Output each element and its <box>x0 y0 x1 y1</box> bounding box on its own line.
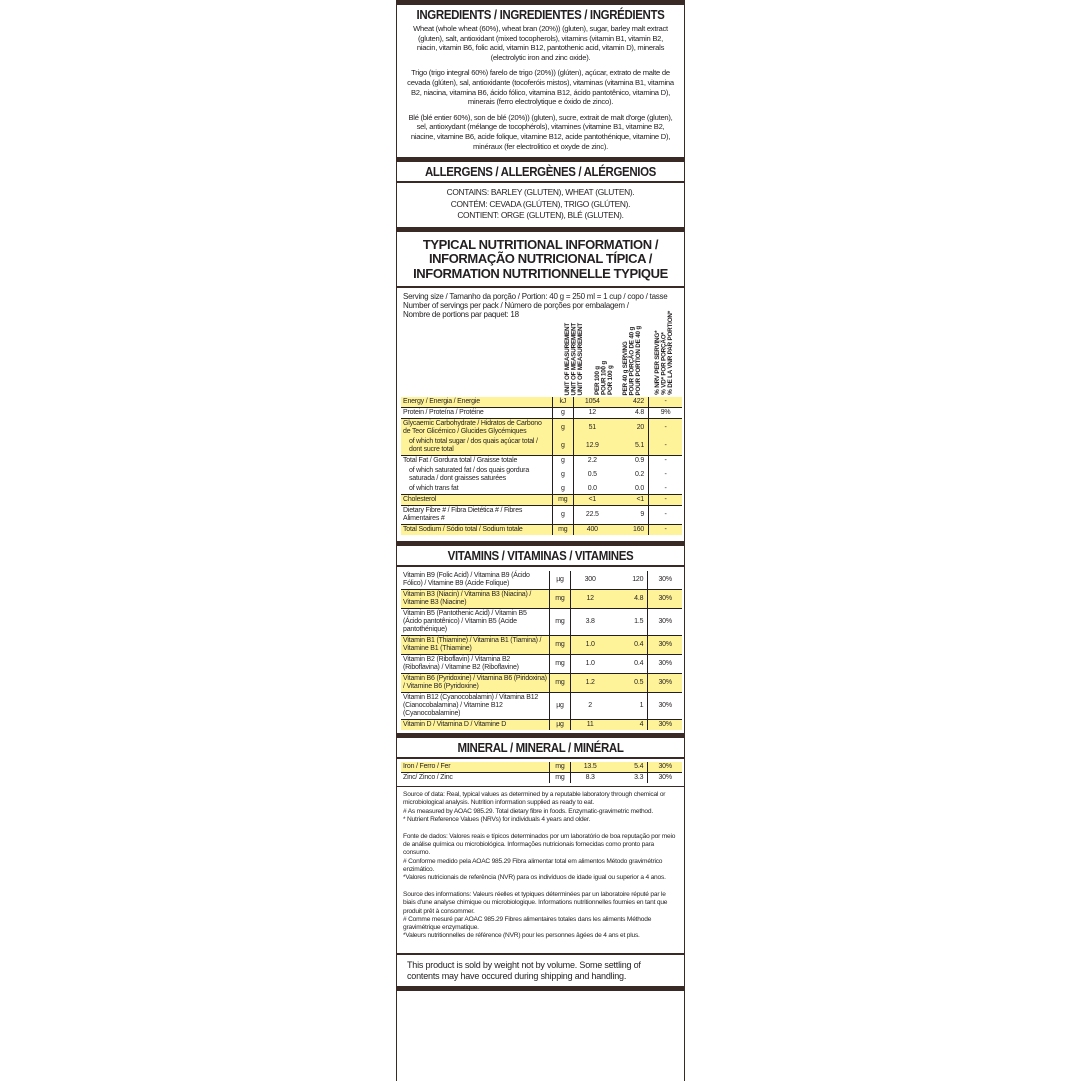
nutrient-name: Cholesterol <box>401 495 552 506</box>
nrv-cell: - <box>649 525 682 536</box>
per-100g-cell: 0.0 <box>587 485 597 493</box>
divider-bar <box>397 757 684 759</box>
table-row <box>401 397 682 408</box>
unit-cell: kJ <box>552 397 573 408</box>
nrv-cell: 30% <box>648 773 682 784</box>
per-100g-cell: 1.2 <box>571 674 610 693</box>
table-row <box>401 590 682 609</box>
table-row <box>401 762 682 773</box>
per-serving-cell: 20 <box>611 419 649 438</box>
per-serving-cell: 0.4 <box>609 636 648 655</box>
nutrient-name: Vitamin D / Vitamina D / Vitamine D <box>401 720 549 731</box>
per-100g-cell: 300 <box>584 576 596 584</box>
table-row <box>401 495 682 506</box>
table-row <box>401 773 682 784</box>
per-serving-cell: 4.8 <box>611 408 649 419</box>
ingredients-fr: Blé (blé entier 60%), son de blé (20%)) (gluten), sucre, extrait de malt d'orge (gluten), sel, antioxydant (mélange de tocophérols), vitamines (vitamine B1, vitamine B2, niacine, vitamine B6, acide folique, vitamine B12, acide pantothénique, vitamine D), minéraux (fer electrolitico et oxyde de zinc). <box>408 112 673 151</box>
per-100g-cell: 2 <box>571 693 610 720</box>
table-row <box>401 456 682 467</box>
nutrition-title-pt: INFORMAÇÃO NUTRICIONAL TÍPICA / <box>428 251 653 267</box>
unit-cell: mg <box>549 674 570 693</box>
per-serving-cell: 160 <box>611 525 649 536</box>
nutrient-name: Dietary Fibre # / Fibra Dietética # / Fibres Alimentaires # <box>401 506 552 525</box>
servings-per-pack: Number of servings per pack / Número de porções por embalagem / <box>403 301 629 311</box>
nutrient-name: Zinc/ Zinco / Zinc <box>401 773 549 784</box>
unit-cell: mg <box>552 525 573 536</box>
nrv-cell: - <box>649 466 682 484</box>
nrv-cell: 30% <box>648 636 682 655</box>
unit-cell: g <box>552 466 573 484</box>
table-row <box>401 437 682 456</box>
nutrient-name: Total Sodium / Sódio total / Sodium totale <box>401 525 552 536</box>
per-serving-cell: 1 <box>609 693 648 720</box>
per-100g-cell: 8.3 <box>571 773 610 784</box>
per-100g-cell: 1054 <box>573 397 611 408</box>
nutrient-name: of which saturated fat / dos quais gordura saturada / dont graisses saturées <box>409 467 530 483</box>
nrv-cell: 30% <box>648 609 682 636</box>
per-serving-cell: 120 <box>632 576 644 584</box>
nrv-cell: - <box>649 419 682 438</box>
per-100g-cell: 13.5 <box>571 762 610 773</box>
allergen-pt: CONTÉM: CEVADA (GLÚTEN), TRIGO (GLÚTEN). <box>450 198 631 209</box>
nutrition-title-fr: INFORMATION NUTRITIONNELLE TYPIQUE <box>413 265 668 281</box>
per-100g-cell: 0.5 <box>587 471 597 479</box>
allergens-block <box>397 183 684 227</box>
per-serving-cell: 1.5 <box>609 609 648 636</box>
unit-cell: mg <box>549 636 570 655</box>
nutrient-name: of which trans fat <box>409 485 459 493</box>
table-row <box>401 506 682 525</box>
per-serving-cell: 422 <box>611 397 649 408</box>
unit-cell: mg <box>552 495 573 506</box>
per-serving-cell: 5.1 <box>611 437 649 456</box>
per-serving-cell: 0.9 <box>611 456 649 467</box>
nrv-cell: 30% <box>648 693 682 720</box>
col-serving-header: PER 40 g SERVING POUR PORÇÃO DE 40 g POUR PORTION DE 40 g <box>622 325 642 396</box>
servings-per-pack-fr: Nombre de portions par paquet: 18 <box>403 310 519 320</box>
per-serving-cell: 9 <box>611 506 649 525</box>
per-100g-cell: 12 <box>571 590 610 609</box>
table-row <box>401 636 682 655</box>
unit-cell: g <box>552 456 573 467</box>
nutrient-name: Glycaemic Carbohydrate / Hidratos de Carbono de Teor Glicémico / Glucides Glycémiques <box>401 419 552 438</box>
table-row <box>401 655 682 674</box>
unit-cell: µg <box>549 571 570 590</box>
nrv-cell: 30% <box>648 590 682 609</box>
nutrition-title <box>397 232 684 287</box>
per-100g-cell: 12 <box>573 408 611 419</box>
per-serving-cell: <1 <box>611 495 649 506</box>
unit-cell: mg <box>549 773 570 784</box>
per-100g-cell: 12.9 <box>573 437 611 456</box>
unit-cell: g <box>552 437 573 456</box>
nrv-cell: - <box>649 397 682 408</box>
per-serving-cell: 5.4 <box>609 762 648 773</box>
unit-cell: g <box>552 506 573 525</box>
divider-bar <box>397 565 684 567</box>
nutrient-name: Vitamin B5 (Pantothenic Acid) / Vitamin B5 (Ácido pantotênico) / Vitamin B5 (Acide pantothénique) <box>401 609 549 636</box>
per-serving-cell: 0.4 <box>609 655 648 674</box>
per-100g-cell: 2.2 <box>573 456 611 467</box>
unit-cell: mg <box>549 590 570 609</box>
nutrition-title-en: TYPICAL NUTRITIONAL INFORMATION / <box>422 236 659 252</box>
nutrient-name: Vitamin B9 (Folic Acid) / Vitamina B9 (Ácido Fólico) / Vitamine B9 (Acide Folique) <box>403 572 530 588</box>
serving-size: Serving size / Tamanho da porção / Portion: 40 g = 250 ml = 1 cup / copo / tasse <box>403 292 668 302</box>
weight-note: This product is sold by weight not by volume. Some settling of contents may have occured during shipping and handling. <box>407 960 641 981</box>
nrv-cell: - <box>649 456 682 467</box>
nrv-cell: 30% <box>648 762 682 773</box>
nutrient-name: Vitamin B6 (Pyridoxine) / Vitamina B6 (Piridoxina) / Vitamine B6 (Pyridoxine) <box>401 674 549 693</box>
nutrient-name: of which total sugar / dos quais açúcar total / dont sucre total <box>401 437 552 456</box>
footnotes <box>397 787 684 953</box>
per-100g-cell: 400 <box>573 525 611 536</box>
vitamins-table <box>401 571 682 730</box>
nutrition-label-panel <box>396 0 685 1081</box>
footnote-en: Source of data: Real, typical values as determined by a reputable laboratory through chemical or microbiological analysis. Nutrition information supplied as ready to eat. # As measured by AOAC 985.29. Total dietary fibre in foods. Enzymatic-gravimetric method. * Nutrient Reference Values (NRVs) for individuals 4 years and older. <box>403 791 666 823</box>
per-100g-cell: <1 <box>573 495 611 506</box>
unit-cell: mg <box>549 762 570 773</box>
vitamins-title: VITAMINS / VITAMINAS / VITAMINES <box>447 549 634 564</box>
unit-cell: g <box>552 419 573 438</box>
ingredients-title: INGREDIENTS / INGREDIENTES / INGRÉDIENTS <box>416 8 665 22</box>
col-unit-header: UNIT OF MEASUREMENT UNIT OF MEASUREMENT UNIT OF MEASUREMENT <box>564 322 584 396</box>
col-nrv-header: % NRV PER SERVING* % VD* POR PORÇÃO* % DE LA VNR PAR PORTION* <box>654 311 674 396</box>
nutrient-name: Vitamin B1 (Thiamine) / Vitamina B1 (Tiamina) / Vitamine B1 (Thiamine) <box>401 636 549 655</box>
table-row <box>401 466 682 484</box>
minerals-table <box>401 762 682 783</box>
table-row <box>401 693 682 720</box>
table-row <box>401 674 682 693</box>
per-serving-cell: 0.5 <box>609 674 648 693</box>
unit-cell: µg <box>549 693 570 720</box>
unit-cell: mg <box>549 655 570 674</box>
per-100g-cell: 11 <box>571 720 610 731</box>
per-100g-cell: 1.0 <box>571 636 610 655</box>
nrv-cell: 9% <box>649 408 682 419</box>
nrv-cell: 30% <box>648 720 682 731</box>
table-row <box>401 484 682 495</box>
nutrition-table <box>401 397 682 535</box>
nrv-cell: - <box>649 437 682 456</box>
per-serving-cell: 0.0 <box>634 485 645 493</box>
nutrient-name: Energy / Energia / Energie <box>401 397 552 408</box>
per-100g-cell: 1.0 <box>571 655 610 674</box>
per-serving-cell: 4.8 <box>609 590 648 609</box>
nrv-cell: - <box>649 506 682 525</box>
footnote-pt: Fonte de dados: Valores reais e típicos determinados por um laboratório de boa reputação por meio de análise química ou microbiológica. Informações nutricionais fornecidas como pronto para consumo. # Conforme medido pela AOAC 985.29 Fibra alimentar total em alimentos Método gravimétrico enzimático. *Valores nutricionais de referência (NVR) para os indivíduos de idade igual ou superior a 4 anos. <box>403 832 676 881</box>
per-serving-cell: 3.3 <box>609 773 648 784</box>
per-serving-cell: 4 <box>609 720 648 731</box>
nrv-cell: 30% <box>648 674 682 693</box>
nutrient-name: Total Fat / Gordura total / Graisse totale <box>401 456 552 467</box>
serving-info <box>397 288 684 319</box>
nutrient-name: Iron / Ferro / Fer <box>401 762 549 773</box>
ingredients-pt: Trigo (trigo integral 60%) farelo de trigo (20%)) (glúten), açúcar, extrato de malte de cevada (glúten), sal, antioxidante (tocoferóis mistos), vitaminas (vitamina B1, vitamina B2, niacina, vitamina B6, ácido fólico, vitamina B12, ácido pantotênico, vitamina D), minerais (ferro electrolytique e óxido de zinco). <box>407 68 674 107</box>
table-row <box>401 571 682 590</box>
per-100g-cell: 22.5 <box>573 506 611 525</box>
allergen-fr: CONTIENT: ORGE (GLUTEN), BLÉ (GLUTEN). <box>457 210 624 221</box>
nrv-cell: 30% <box>648 655 682 674</box>
table-row <box>401 525 682 536</box>
per-100g-cell: 3.8 <box>571 609 610 636</box>
nrv-cell: - <box>649 484 682 495</box>
allergens-title: ALLERGENS / ALLERGÈNES / ALÉRGENIOS <box>424 165 656 180</box>
divider-bar <box>397 986 684 991</box>
nrv-cell: 30% <box>648 571 682 590</box>
unit-cell: mg <box>549 609 570 636</box>
unit-cell: g <box>552 484 573 495</box>
nrv-cell: - <box>649 495 682 506</box>
minerals-title: MINERAL / MINERAL / MINÉRAL <box>457 741 624 756</box>
table-row <box>401 720 682 731</box>
per-serving-cell: 0.2 <box>634 471 645 479</box>
table-row <box>401 408 682 419</box>
table-row <box>401 609 682 636</box>
nutrient-name: Protein / Proteína / Protéine <box>401 408 552 419</box>
nutrient-name: Vitamin B2 (Riboflavin) / Vitamina B2 (Riboflavina) / Vitamine B2 (Riboflavine) <box>401 655 549 674</box>
ingredients-en: Wheat (whole wheat (60%), wheat bran (20%)) (gluten), sugar, barley malt extract (gluten), salt, antioxidant (mixed tocopherols), vitamins (vitamin B1, vitamin B2, niacin, vitamin B6, folic acid, vitamin B12, pantothenic acid, vitamin D), minerals (electrolytic iron and zinc oxide). <box>413 24 668 62</box>
nutrient-name: Vitamin B3 (Niacin) / Vitamina B3 (Niacina) / Vitamine B3 (Niacine) <box>401 590 549 609</box>
col-per100-header: PER 100 g POUR 100 g POR 100 g <box>594 361 614 396</box>
unit-cell: g <box>552 408 573 419</box>
nutrient-name: Vitamin B12 (Cyanocobalamin) / Vitamina B12 (Cianocobalamina) / Vitamine B12 (Cyanocobalamine) <box>401 693 549 720</box>
table-row <box>401 419 682 438</box>
unit-cell: µg <box>549 720 570 731</box>
per-100g-cell: 51 <box>573 419 611 438</box>
footnote-fr: Source des informations: Valeurs réelles et typiques déterminées par un laboratoire réputé par le biais d'une analyse chimique ou microbiologique. Informations nutritionnelles fournies en tant que produit prêt à consommer. # Comme mesuré par AOAC 985.29 Fibres alimentaires totales dans les aliments Méthode gravimétrique enzymatique. *Valeurs nutritionnelles de référence (NVR) pour les personnes âgées de 4 ans et plus. <box>403 891 668 940</box>
allergen-en: CONTAINS: BARLEY (GLUTEN), WHEAT (GLUTEN). <box>446 187 635 198</box>
